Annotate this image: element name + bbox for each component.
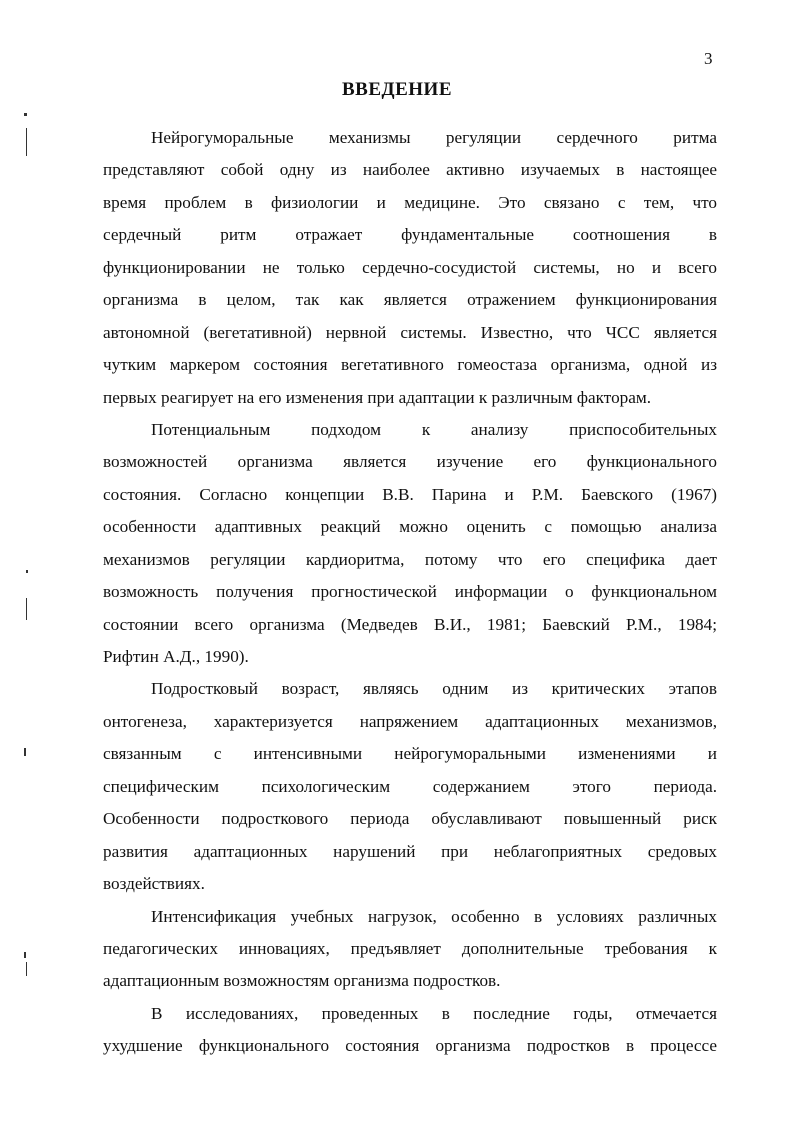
text-line: представляют собой одну из наиболее активно изучаемых в настоящее: [103, 160, 717, 180]
text-line: адаптационным возможностям организма подростков.: [103, 971, 501, 991]
text-line: специфическим психологическим содержанием этого периода.: [103, 776, 717, 796]
text-line: Интенсификация учебных нагрузок, особенно в условиях различных: [151, 906, 717, 926]
text-line: развития адаптационных нарушений при неблагоприятных средовых: [103, 841, 717, 861]
text-line: механизмов регуляции кардиоритма, потому что его специфика дает: [103, 549, 717, 569]
text-line: воздействиях.: [103, 874, 205, 894]
text-line: Нейрогуморальные механизмы регуляции сердечного ритма: [151, 128, 717, 147]
text-line: автономной (вегетативной) нервной системы. Известно, что ЧСС является: [103, 322, 717, 342]
text-line: В исследованиях, проведенных в последние годы, отмечается: [151, 1003, 717, 1023]
text-line: Потенциальным подходом к анализу приспособительных: [151, 419, 717, 439]
scan-artifact: [26, 570, 28, 573]
text-line: функционировании не только сердечно-сосудистой системы, но и всего: [103, 257, 717, 277]
text-line: особенности адаптивных реакций можно оценить с помощью анализа: [103, 517, 717, 537]
text-line: чутким маркером состояния вегетативного гомеостаза организма, одной из: [103, 355, 717, 375]
text-line: сердечный ритм отражает фундаментальные соотношения в: [103, 225, 717, 245]
text-line: Подростковый возраст, являясь одним из критических этапов: [151, 679, 717, 699]
text-line: организма в целом, так как является отражением функционирования: [103, 290, 717, 310]
text-line: Рифтин А.Д., 1990).: [103, 647, 249, 666]
scan-artifact: [24, 113, 27, 116]
scan-artifact: [24, 748, 26, 756]
text-line: состоянии всего организма (Медведев В.И., 1981; Баевский Р.М., 1984;: [103, 614, 717, 634]
section-title: ВВЕДЕНИЕ: [342, 79, 452, 100]
scan-artifact: [26, 128, 27, 156]
text-line: педагогических инновациях, предъявляет дополнительные требования к: [103, 938, 717, 958]
text-line: Особенности подросткового периода обуславливают повышенный риск: [103, 809, 717, 829]
scan-artifact: [26, 598, 27, 620]
scan-artifact: [24, 952, 26, 958]
text-line: первых реагирует на его изменения при адаптации к различным факторам.: [103, 387, 652, 407]
document-body: [103, 122, 717, 1063]
text-line: время проблем в физиологии и медицине. Это связано с тем, что: [103, 192, 717, 212]
text-line: ухудшение функционального состояния организма подростков в процессе: [103, 1036, 717, 1056]
text-line: состояния. Согласно концепции В.В. Парина и Р.М. Баевского (1967): [103, 484, 717, 504]
text-line: возможность получения прогностической информации о функциональном: [103, 582, 717, 602]
text-line: связанным с интенсивными нейрогуморальными изменениями и: [103, 744, 717, 764]
scan-artifact: [26, 962, 27, 976]
text-line: онтогенеза, характеризуется напряжением адаптационных механизмов,: [103, 711, 717, 731]
text-line: возможностей организма является изучение его функционального: [103, 452, 717, 472]
page-number: 3: [704, 49, 713, 68]
